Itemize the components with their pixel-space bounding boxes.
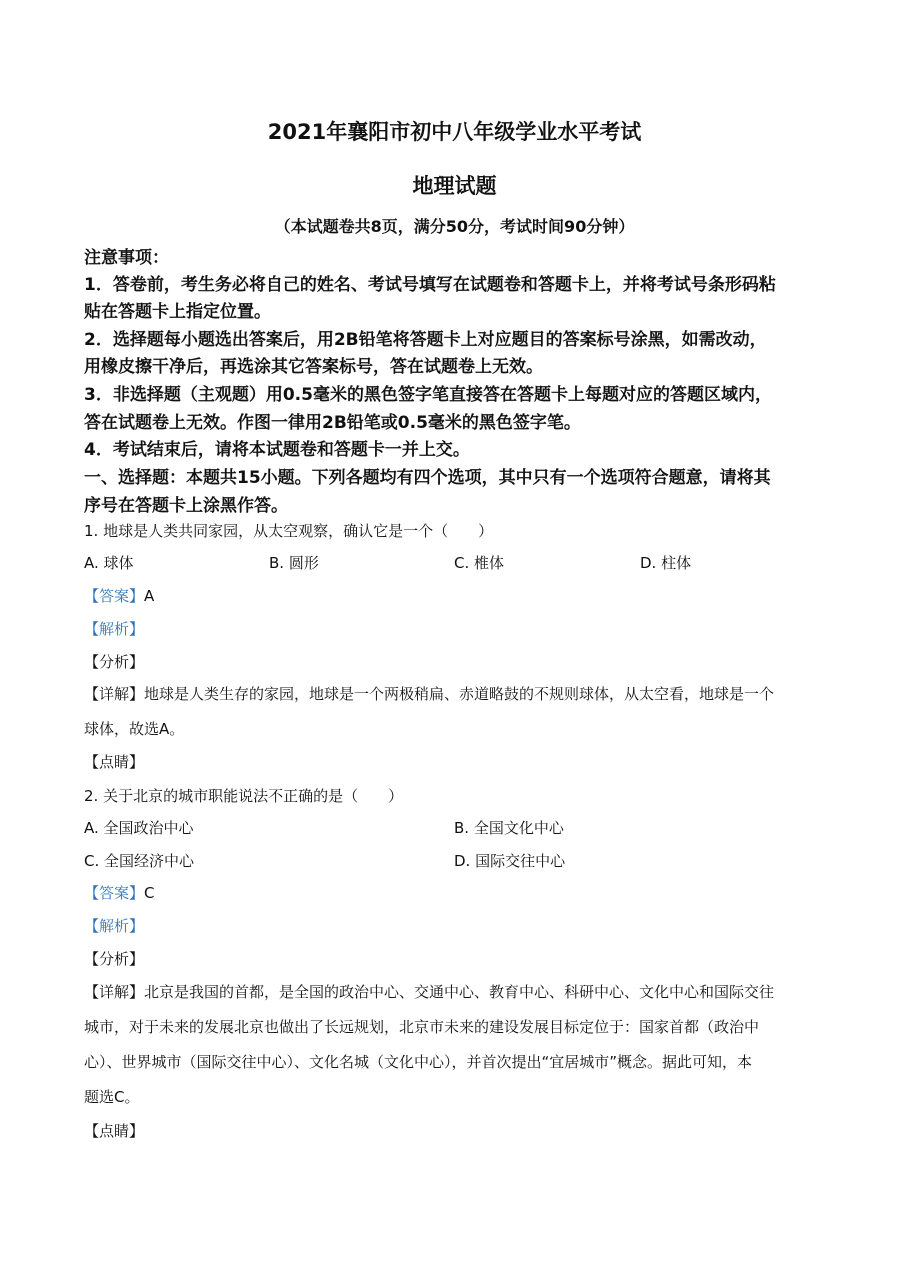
q1-dianjing: 【点睛】 (84, 753, 145, 771)
q2-detail (84, 981, 834, 1002)
q1-option-c: C. 椎体 (454, 554, 505, 572)
q1-fenxi: 【分析】 (84, 653, 145, 671)
q1-option-a: A. 球体 (84, 554, 134, 572)
q1-detail-cont: 球体，故选A。 (84, 720, 185, 738)
notice-line: 贴在答题卡上指定位置。 (84, 302, 271, 322)
exam-subject: 地理试题 (412, 174, 497, 198)
notice-line: 2．选择题每小题选出答案后，用2B铅笔将答题卡上对应题目的答案标号涂黑，如需改动， (84, 330, 767, 350)
notice-line: 答在试题卷上无效。作图一律用2B铅笔或0.5毫米的黑色签字笔。 (84, 413, 581, 433)
q1-option-b: B. 圆形 (269, 554, 319, 572)
answer-tag: 【答案】 (84, 884, 145, 902)
q1-analysis-tag: 【解析】 (84, 620, 145, 638)
q2-dianjing: 【点睛】 (84, 1122, 145, 1140)
answer-tag: 【答案】 (84, 587, 145, 605)
section-heading: 一、选择题：本题共15小题。下列各题均有四个选项，其中只有一个选项符合题意，请将其 (84, 468, 771, 488)
section-heading: 序号在答题卡上涂黑作答。 (84, 496, 288, 516)
notice-heading: 注意事项： (84, 248, 169, 268)
notice-line: 1．答卷前，考生务必将自己的姓名、考试号填写在试题卷和答题卡上，并将考试号条形码粘 (84, 275, 776, 295)
exam-info: （本试题卷共8页，满分50分，考试时间90分钟） (274, 217, 635, 236)
q2-option-c: C. 全国经济中心 (84, 852, 195, 870)
q2-detail-cont: 心）、世界城市（国际交往中心）、文化名城（文化中心），并首次提出“宜居城市”概念。据此可知，本 (84, 1053, 753, 1071)
q2-analysis-tag: 【解析】 (84, 917, 145, 935)
q2-answer (84, 882, 834, 903)
question-1-stem: 1. 地球是人类共同家园，从太空观察，确认它是一个（ ） (84, 522, 494, 540)
answer-value: C (144, 884, 155, 902)
q1-option-d: D. 柱体 (640, 554, 692, 572)
q2-option-d: D. 国际交往中心 (454, 852, 566, 870)
question-2-stem: 2. 关于北京的城市职能说法不正确的是（ ） (84, 787, 404, 805)
q2-option-a: A. 全国政治中心 (84, 819, 194, 837)
q1-answer (84, 585, 834, 606)
detail-tag: 【详解】 (84, 685, 145, 703)
notice-line: 用橡皮擦干净后，再选涂其它答案标号，答在试题卷上无效。 (84, 357, 543, 377)
q1-detail (84, 683, 834, 704)
detail-text: 地球是人类生存的家园，地球是一个两极稍扁、赤道略鼓的不规则球体，从太空看，地球是一个 (144, 685, 775, 703)
q2-fenxi: 【分析】 (84, 950, 145, 968)
detail-text: 北京是我国的首都，是全国的政治中心、交通中心、教育中心、科研中心、文化中心和国际交往 (144, 983, 775, 1001)
q2-detail-cont: 城市，对于未来的发展北京也做出了长远规划，北京市未来的建设发展目标定位于：国家首都（政治中 (84, 1018, 760, 1036)
q2-option-b: B. 全国文化中心 (454, 819, 564, 837)
notice-line: 4．考试结束后，请将本试题卷和答题卡一并上交。 (84, 440, 470, 460)
notice-line: 3．非选择题（主观题）用0.5毫米的黑色签字笔直接答在答题卡上每题对应的答题区域内， (84, 385, 772, 405)
exam-title: 2021年襄阳市初中八年级学业水平考试 (267, 120, 642, 144)
answer-value: A (144, 587, 155, 605)
q2-detail-cont: 题选C。 (84, 1088, 140, 1106)
detail-tag: 【详解】 (84, 983, 145, 1001)
